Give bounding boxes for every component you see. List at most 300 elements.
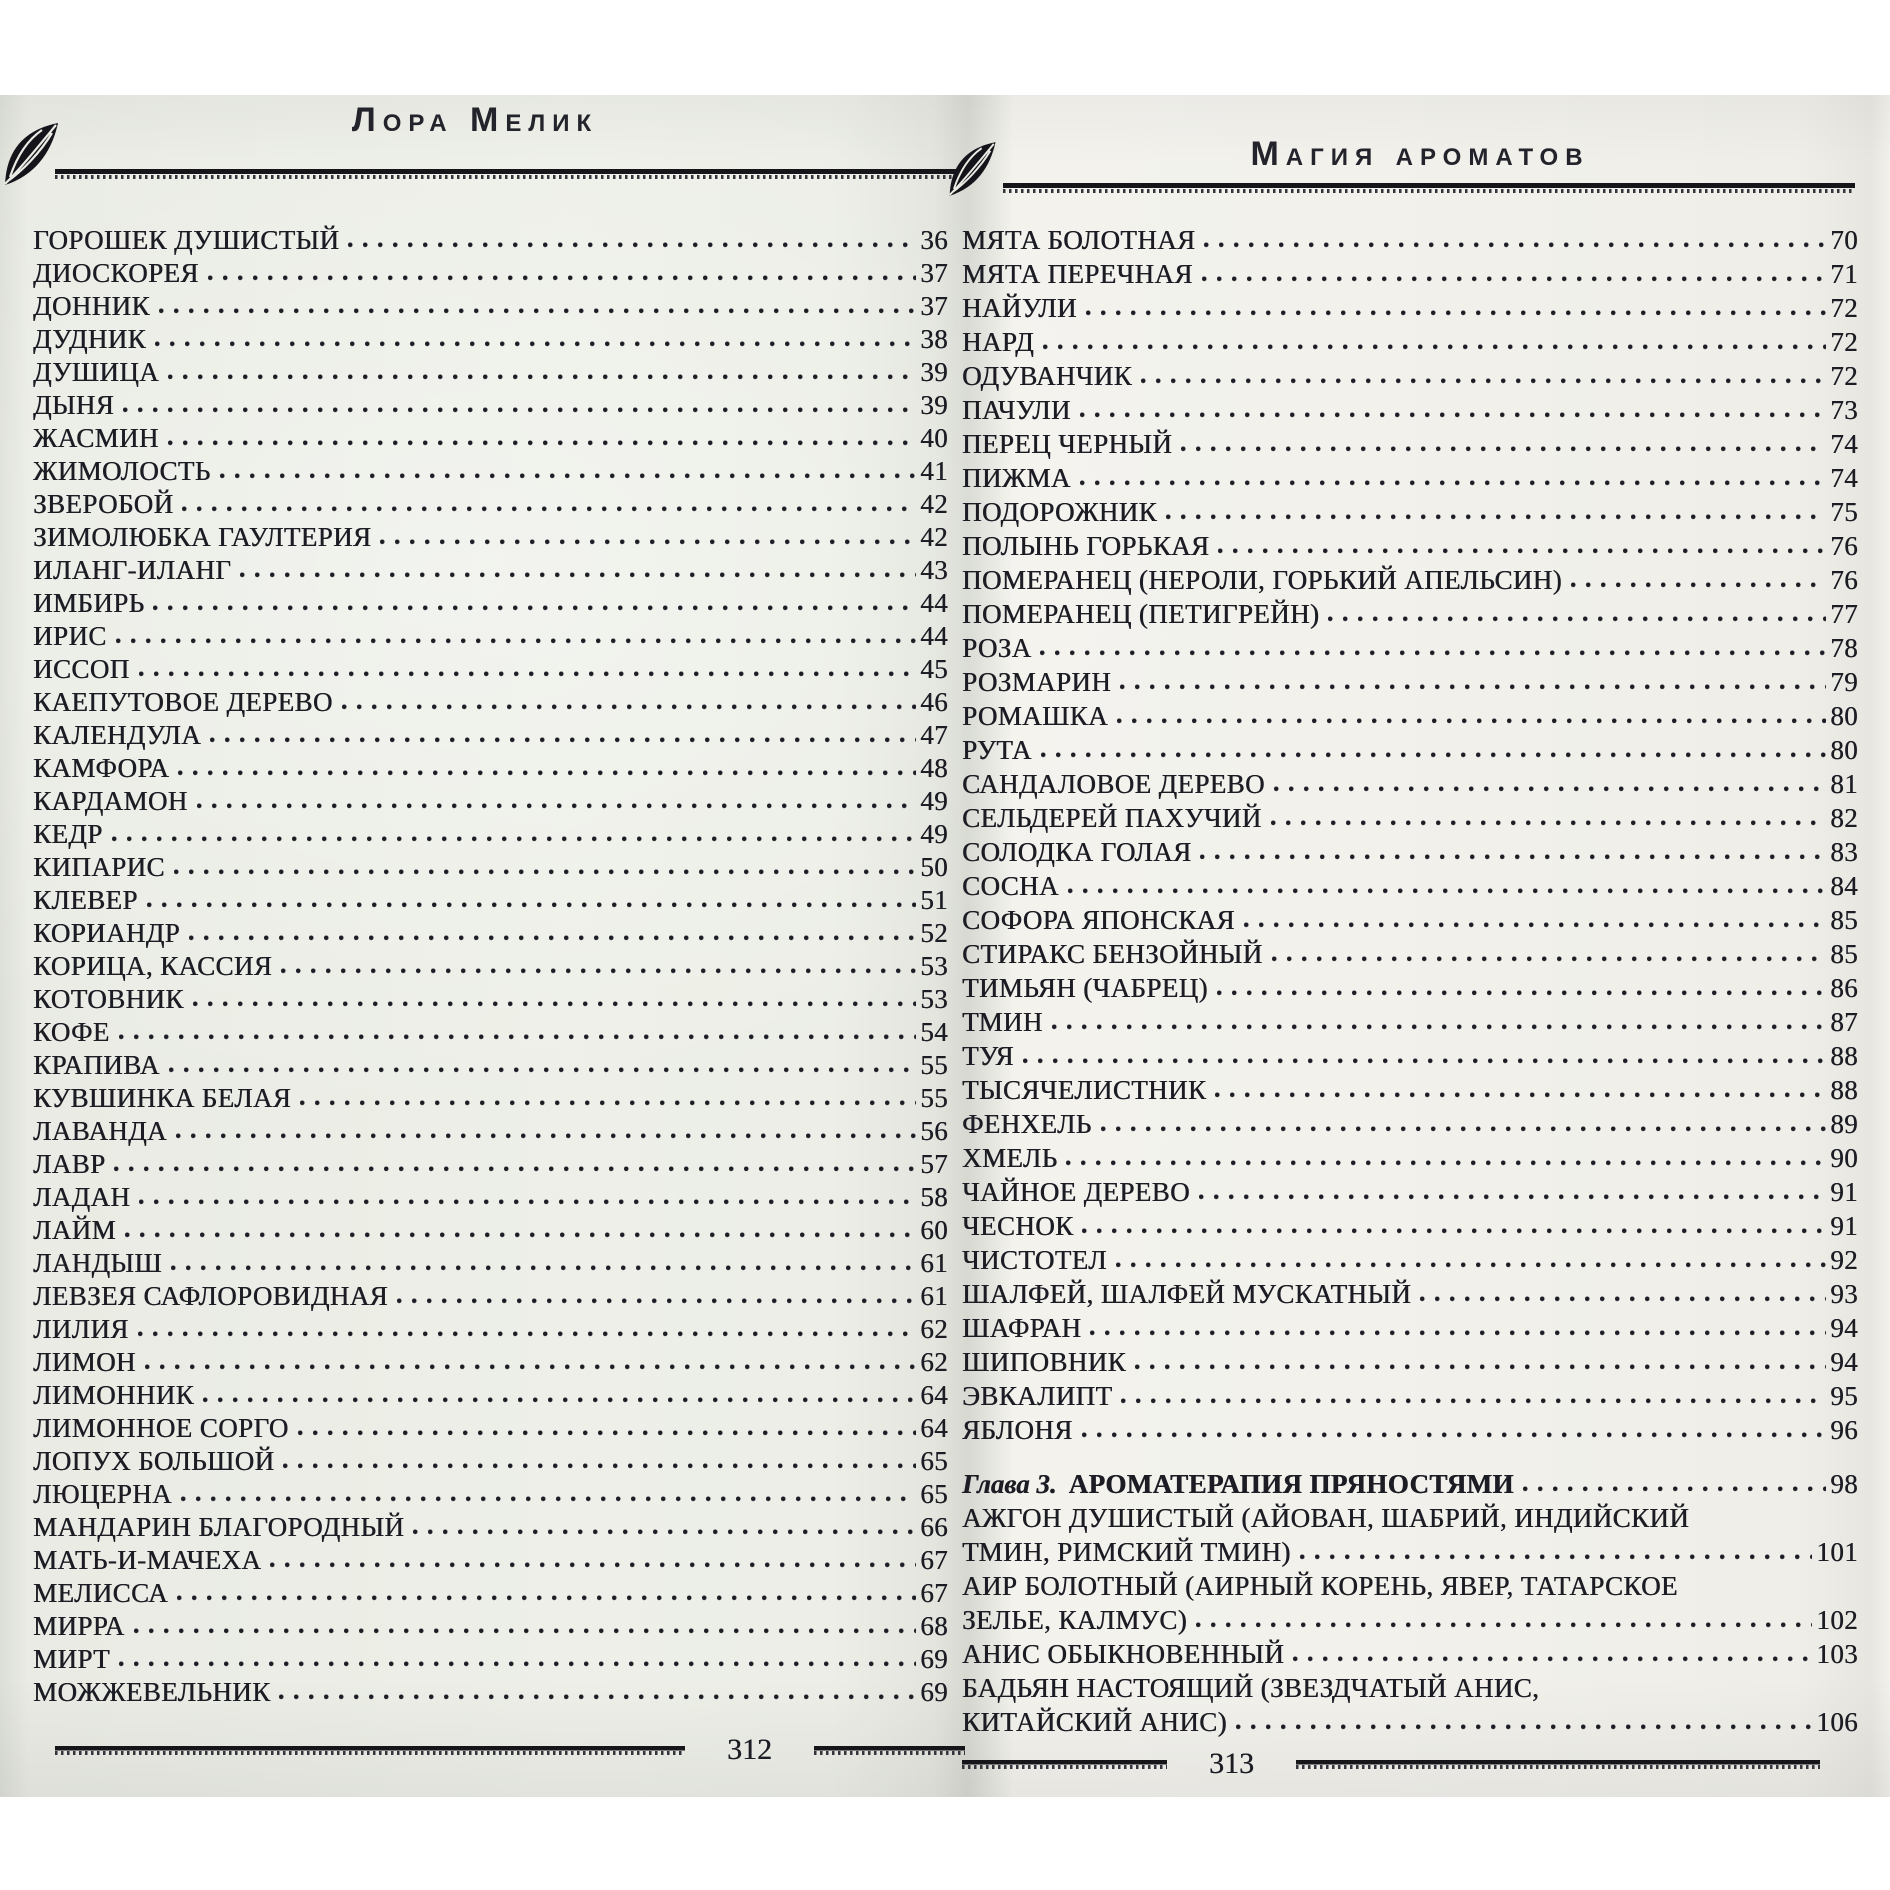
- toc-page-number: 91: [1830, 1177, 1858, 1207]
- toc-entry: [962, 1274, 1858, 1308]
- toc-entry: [962, 254, 1858, 288]
- dot-leader: [168, 440, 916, 446]
- footer-left: [55, 1733, 965, 1767]
- dot-leader: [1120, 684, 1826, 690]
- toc-entry-label: ЗИМОЛЮБКА ГАУЛТЕРИЯ: [33, 522, 372, 552]
- toc-entry: [962, 390, 1858, 424]
- dot-leader: [342, 704, 916, 710]
- toc-entry: [33, 1310, 948, 1343]
- toc-entry-label: КЕДР: [33, 819, 103, 849]
- toc-entry-label: НАЙУЛИ: [962, 293, 1077, 323]
- dot-leader: [153, 605, 916, 611]
- toc-page-number: 64: [920, 1380, 948, 1410]
- dot-leader: [220, 473, 917, 479]
- toc-entry: [33, 683, 948, 716]
- toc-entry: [962, 1668, 1858, 1702]
- toc-entry: [33, 881, 948, 914]
- dot-leader: [413, 1529, 916, 1535]
- toc-entry: [33, 386, 948, 419]
- toc-page-number: 96: [1830, 1415, 1858, 1445]
- toc-page-number: 80: [1830, 701, 1858, 731]
- dot-leader: [1141, 378, 1826, 384]
- dot-leader: [1272, 956, 1827, 962]
- toc-entry: [962, 288, 1858, 322]
- toc-page-number: 101: [1816, 1537, 1858, 1567]
- toc-entry-label: РОМАШКА: [962, 701, 1108, 731]
- toc-page-number: 55: [920, 1050, 948, 1080]
- toc-page-number: 38: [920, 324, 948, 354]
- toc-entry: [33, 1574, 948, 1607]
- toc-entry: [33, 320, 948, 353]
- toc-entry: [962, 730, 1858, 764]
- toc-entry-label: МОЖЖЕВЕЛЬНИК: [33, 1677, 271, 1707]
- book-spread-photo: [0, 95, 1890, 1797]
- toc-entry: [962, 458, 1858, 492]
- footer-rule: [814, 1746, 965, 1755]
- toc-entry: [33, 221, 948, 254]
- dot-leader: [1121, 1398, 1826, 1404]
- dot-leader: [210, 737, 916, 743]
- toc-page-number: 45: [920, 654, 948, 684]
- toc-entry-label: ИЛАНГ-ИЛАНГ: [33, 555, 232, 585]
- toc-page-number: 81: [1830, 769, 1858, 799]
- toc-page-number: 69: [920, 1677, 948, 1707]
- toc-entry-label: ЛАЙМ: [33, 1215, 116, 1245]
- toc-entry: [962, 832, 1858, 866]
- toc-entry-label: ЛИМОН: [33, 1347, 136, 1377]
- toc-page-number: 98: [1830, 1469, 1858, 1499]
- toc-entry: [962, 1376, 1858, 1410]
- toc-entry-label: КАРДАМОН: [33, 786, 188, 816]
- toc-page-number: 49: [920, 819, 948, 849]
- dot-leader: [139, 671, 917, 677]
- toc-entry-label: ПОЛЫНЬ ГОРЬКАЯ: [962, 531, 1210, 561]
- toc-entry: [33, 1673, 948, 1706]
- dot-leader: [119, 1661, 916, 1667]
- toc-entry-label: КАЛЕНДУЛА: [33, 720, 202, 750]
- toc-entry-label: ЛЕВЗЕЯ САФЛОРОВИДНАЯ: [33, 1281, 388, 1311]
- toc-entry-label: МАТЬ-И-МАЧЕХА: [33, 1545, 262, 1575]
- toc-entry-label: ЛАНДЫШ: [33, 1248, 162, 1278]
- dot-leader: [270, 1562, 916, 1568]
- header-rule-left: [55, 169, 965, 179]
- dot-leader: [1236, 1724, 1812, 1730]
- dot-leader: [1571, 582, 1826, 588]
- toc-page-number: 74: [1830, 463, 1858, 493]
- footer-rule: [962, 1760, 1167, 1769]
- toc-page-number: 52: [920, 918, 948, 948]
- dot-leader: [203, 1397, 916, 1403]
- toc-page-number: 89: [1830, 1109, 1858, 1139]
- toc-entry-label: ТМИН, РИМСКИЙ ТМИН): [962, 1537, 1291, 1567]
- footer-rule: [55, 1746, 685, 1755]
- toc-entry-label: ЛАВР: [33, 1149, 106, 1179]
- toc-entry-label: СЕЛЬДЕРЕЙ ПАХУЧИЙ: [962, 803, 1262, 833]
- toc-page-number: 78: [1830, 633, 1858, 663]
- toc-entry: [33, 254, 948, 287]
- toc-entry: [33, 551, 948, 584]
- toc-page-number: 102: [1816, 1605, 1858, 1635]
- toc-page-number: 67: [920, 1578, 948, 1608]
- toc-entry: [33, 1508, 948, 1541]
- toc-entry: [962, 1634, 1858, 1668]
- toc-entry: [962, 1410, 1858, 1444]
- toc-entry: [33, 848, 948, 881]
- toc-entry-label: ЛАВАНДА: [33, 1116, 167, 1146]
- toc-entry-label: РОЗМАРИН: [962, 667, 1112, 697]
- dot-leader: [283, 1463, 916, 1469]
- dot-leader: [1200, 854, 1826, 860]
- toc-entry-label: ПОДОРОЖНИК: [962, 497, 1157, 527]
- toc-entry-label: ЗЕЛЬЕ, КАЛМУС): [962, 1605, 1188, 1635]
- dot-leader: [1080, 412, 1826, 418]
- dot-leader: [182, 506, 916, 512]
- toc-entry-label: ДУШИЦА: [33, 357, 159, 387]
- toc-entry-label: ПОМЕРАНЕЦ (НЕРОЛИ, ГОРЬКИЙ АПЕЛЬСИН): [962, 565, 1562, 595]
- folio-number: 313: [1209, 1747, 1254, 1780]
- leaf-ornament-icon: [947, 139, 999, 199]
- toc-entry: [962, 526, 1858, 560]
- toc-page-number: 53: [920, 951, 948, 981]
- toc-entry-label: ШИПОВНИК: [962, 1347, 1126, 1377]
- dot-leader: [114, 1166, 916, 1172]
- toc-entry: [962, 1240, 1858, 1274]
- toc-entry-label: ХМЕЛЬ: [962, 1143, 1058, 1173]
- toc-entry-label: ФЕНХЕЛЬ: [962, 1109, 1092, 1139]
- toc-entry: [962, 560, 1858, 594]
- toc-page-number: 40: [920, 423, 948, 453]
- toc-page-number: 95: [1830, 1381, 1858, 1411]
- toc-page-number: 94: [1830, 1313, 1858, 1343]
- toc-page-number: 62: [920, 1347, 948, 1377]
- toc-entry: [33, 782, 948, 815]
- dot-leader: [281, 968, 916, 974]
- toc-page-number: 80: [1830, 735, 1858, 765]
- toc-entry: [33, 1607, 948, 1640]
- toc-entry: [33, 353, 948, 386]
- toc-page-number: 39: [920, 357, 948, 387]
- toc-entry-label: БАДЬЯН НАСТОЯЩИЙ (ЗВЕЗДЧАТЫЙ АНИС,: [962, 1673, 1540, 1703]
- toc-page-number: 44: [920, 621, 948, 651]
- dot-leader: [1202, 276, 1827, 282]
- dot-leader: [1066, 1160, 1826, 1166]
- dot-leader: [1101, 1126, 1827, 1132]
- dot-leader: [168, 374, 916, 380]
- toc-entry-label: ЯБЛОНЯ: [962, 1415, 1073, 1445]
- toc-page-number: 54: [920, 1017, 948, 1047]
- toc-page-number: 75: [1830, 497, 1858, 527]
- toc-entry: [33, 1541, 948, 1574]
- dot-leader: [145, 1364, 916, 1370]
- toc-page-number: 71: [1830, 259, 1858, 289]
- toc-entry-label: МИРРА: [33, 1611, 125, 1641]
- toc-entry: [962, 1498, 1858, 1532]
- dot-leader: [240, 572, 916, 578]
- toc-page-number: 68: [920, 1611, 948, 1641]
- toc-entry-label: ЛИМОННИК: [33, 1380, 195, 1410]
- toc-entry-label: ЛОПУХ БОЛЬШОЙ: [33, 1446, 275, 1476]
- dot-leader: [119, 1034, 917, 1040]
- toc-entry-label: ГОРОШЕК ДУШИСТЫЙ: [33, 225, 340, 255]
- dot-leader: [1086, 310, 1826, 316]
- toc-entry: [962, 1138, 1858, 1172]
- dot-leader: [1271, 820, 1827, 826]
- toc-entry-label: МИРТ: [33, 1644, 110, 1674]
- toc-entry: [33, 287, 948, 320]
- toc-entry: [33, 485, 948, 518]
- toc-entry-label: КЛЕВЕР: [33, 885, 138, 915]
- dot-leader: [193, 1001, 917, 1007]
- dot-leader: [159, 308, 916, 314]
- dot-leader: [181, 1496, 916, 1502]
- toc-entry: [962, 696, 1858, 730]
- toc-page-number: 39: [920, 390, 948, 420]
- toc-entry: [33, 1277, 948, 1310]
- dot-leader: [298, 1430, 917, 1436]
- dot-leader: [116, 638, 917, 644]
- folio-number: 312: [727, 1733, 772, 1766]
- toc-entry: [962, 1104, 1858, 1138]
- toc-entry-label: КРАПИВА: [33, 1050, 160, 1080]
- toc-entry-label: ИРИС: [33, 621, 107, 651]
- dot-leader: [208, 275, 916, 281]
- footer-rule: [1296, 1760, 1820, 1769]
- toc-entry-label: ТУЯ: [962, 1041, 1014, 1071]
- dot-leader: [1293, 1656, 1812, 1662]
- toc-entry: [33, 650, 948, 683]
- toc-page-number: 44: [920, 588, 948, 618]
- running-head-left: Лора Мелик: [351, 101, 599, 139]
- toc-page-number: 37: [920, 291, 948, 321]
- toc-entry: [962, 764, 1858, 798]
- toc-entry-label: НАРД: [962, 327, 1035, 357]
- toc-entry: [33, 452, 948, 485]
- toc-entry-label: МАНДАРИН БЛАГОРОДНЫЙ: [33, 1512, 405, 1542]
- toc-page-number: 36: [920, 225, 948, 255]
- toc-entry: [962, 424, 1858, 458]
- toc-entry-label: ИМБИРЬ: [33, 588, 145, 618]
- dot-leader: [125, 1232, 916, 1238]
- toc-entry: [962, 1532, 1858, 1566]
- toc-entry: [33, 584, 948, 617]
- dot-leader: [112, 836, 917, 842]
- toc-entry-label: РОЗА: [962, 633, 1032, 663]
- toc-entry: [33, 716, 948, 749]
- dot-leader: [138, 1331, 917, 1337]
- dot-leader: [1117, 718, 1826, 724]
- toc-entry-label: ТИМЬЯН (ЧАБРЕЦ): [962, 973, 1208, 1003]
- toc-entry-label: ЛАДАН: [33, 1182, 131, 1212]
- toc-page-number: 58: [920, 1182, 948, 1212]
- dot-leader: [139, 1199, 916, 1205]
- toc-list-right: [962, 220, 1858, 1736]
- dot-leader: [176, 1133, 916, 1139]
- toc-entry-label: КИПАРИС: [33, 852, 165, 882]
- toc-page-number: 74: [1830, 429, 1858, 459]
- toc-entry-label: ТМИН: [962, 1007, 1043, 1037]
- toc-entry: [962, 1342, 1858, 1376]
- toc-entry-label: АЖГОН ДУШИСТЫЙ (АЙОВАН, ШАБРИЙ, ИНДИЙСКИЙ: [962, 1503, 1690, 1533]
- dot-leader: [1080, 480, 1826, 486]
- toc-entry-label: ЧАЙНОЕ ДЕРЕВО: [962, 1177, 1190, 1207]
- dot-leader: [1523, 1486, 1826, 1492]
- toc-entry: [962, 1308, 1858, 1342]
- toc-entry: [962, 1070, 1858, 1104]
- footer-right: [962, 1747, 1855, 1781]
- toc-entry-label: ДУДНИК: [33, 324, 146, 354]
- toc-entry-label: ПАЧУЛИ: [962, 395, 1071, 425]
- toc-entry-label: ПИЖМА: [962, 463, 1071, 493]
- toc-list-left: [33, 221, 948, 1706]
- toc-entry-label: ЗВЕРОБОЙ: [33, 489, 174, 519]
- toc-entry: [33, 914, 948, 947]
- toc-entry-label: МЕЛИССА: [33, 1578, 168, 1608]
- chapter-prefix-label: Глава 3.: [962, 1469, 1057, 1499]
- dot-leader: [1082, 1432, 1827, 1438]
- toc-entry: [962, 322, 1858, 356]
- toc-page-number: 77: [1830, 599, 1858, 629]
- toc-entry-label: ЛИЛИЯ: [33, 1314, 129, 1344]
- toc-entry: [962, 1702, 1858, 1736]
- dot-leader: [197, 803, 917, 809]
- toc-page-number: 56: [920, 1116, 948, 1146]
- dot-leader: [1181, 446, 1826, 452]
- toc-entry-label: ДИОСКОРЕЯ: [33, 258, 199, 288]
- toc-entry: [962, 968, 1858, 1002]
- toc-page-number: 48: [920, 753, 948, 783]
- toc-page-number: 83: [1830, 837, 1858, 867]
- page-right: [962, 95, 1890, 1797]
- toc-entry-label: ЖИМОЛОСТЬ: [33, 456, 211, 486]
- toc-page-number: 55: [920, 1083, 948, 1113]
- toc-page-number: 76: [1830, 565, 1858, 595]
- toc-entry-label: ДОННИК: [33, 291, 150, 321]
- toc-entry-label: ЛЮЦЕРНА: [33, 1479, 172, 1509]
- toc-entry: [33, 617, 948, 650]
- toc-entry-label: ДЫНЯ: [33, 390, 115, 420]
- toc-page-number: 42: [920, 522, 948, 552]
- dot-leader: [155, 341, 916, 347]
- toc-page-number: 65: [920, 1446, 948, 1476]
- toc-entry: [33, 1640, 948, 1673]
- toc-page-number: 87: [1830, 1007, 1858, 1037]
- toc-page-number: 69: [920, 1644, 948, 1674]
- dot-leader: [279, 1694, 916, 1700]
- toc-page-number: 65: [920, 1479, 948, 1509]
- dot-leader: [178, 770, 916, 776]
- dot-leader: [1244, 922, 1826, 928]
- toc-page-number: 85: [1830, 905, 1858, 935]
- toc-entry: [33, 1178, 948, 1211]
- toc-entry-label: САНДАЛОВОЕ ДЕРЕВО: [962, 769, 1265, 799]
- toc-entry: [962, 1172, 1858, 1206]
- dot-leader: [1196, 1622, 1812, 1628]
- toc-page-number: 61: [920, 1248, 948, 1278]
- toc-entry-label: ЛИМОННОЕ СОРГО: [33, 1413, 289, 1443]
- dot-leader: [1068, 888, 1826, 894]
- toc-entry-label: ТЫСЯЧЕЛИСТНИК: [962, 1075, 1207, 1105]
- dot-leader: [1040, 650, 1826, 656]
- dot-leader: [174, 869, 916, 875]
- toc-entry: [962, 662, 1858, 696]
- toc-entry: [33, 947, 948, 980]
- toc-page-number: 60: [920, 1215, 948, 1245]
- toc-page-number: 41: [920, 456, 948, 486]
- toc-page-number: 72: [1830, 293, 1858, 323]
- toc-entry: [962, 1600, 1858, 1634]
- toc-page-number: 92: [1830, 1245, 1858, 1275]
- dot-leader: [1215, 1092, 1826, 1098]
- toc-entry: [962, 628, 1858, 662]
- toc-entry-label: КИТАЙСКИЙ АНИС): [962, 1707, 1227, 1737]
- toc-entry-label: КОТОВНИК: [33, 984, 184, 1014]
- dot-leader: [169, 1067, 917, 1073]
- toc-page-number: 46: [920, 687, 948, 717]
- toc-entry: [962, 1464, 1858, 1498]
- toc-entry-label: АИР БОЛОТНЫЙ (АИРНЫЙ КОРЕНЬ, ЯВЕР, ТАТАРСКОЕ: [962, 1571, 1678, 1601]
- toc-entry: [962, 866, 1858, 900]
- toc-page-number: 76: [1830, 531, 1858, 561]
- toc-page-number: 61: [920, 1281, 948, 1311]
- toc-entry-label: АРОМАТЕРАПИЯ ПРЯНОСТЯМИ: [1068, 1469, 1514, 1499]
- toc-entry: [962, 1036, 1858, 1070]
- toc-page-number: 106: [1816, 1707, 1858, 1737]
- toc-entry-label: ЭВКАЛИПТ: [962, 1381, 1113, 1411]
- toc-page-number: 47: [920, 720, 948, 750]
- toc-entry-label: ИССОП: [33, 654, 130, 684]
- toc-entry-label: СОСНА: [962, 871, 1059, 901]
- dot-leader: [1204, 242, 1826, 248]
- toc-entry-label: ОДУВАНЧИК: [962, 361, 1132, 391]
- dot-leader: [1041, 752, 1826, 758]
- toc-entry: [33, 1211, 948, 1244]
- toc-entry-label: ЧЕСНОК: [962, 1211, 1074, 1241]
- toc-page-number: 91: [1830, 1211, 1858, 1241]
- dot-leader: [380, 539, 916, 545]
- toc-page-number: 82: [1830, 803, 1858, 833]
- toc-entry-label: ЖАСМИН: [33, 423, 159, 453]
- toc-page-number: 88: [1830, 1041, 1858, 1071]
- toc-page-number: 72: [1830, 327, 1858, 357]
- toc-page-number: 67: [920, 1545, 948, 1575]
- toc-entry-label: КАЕПУТОВОЕ ДЕРЕВО: [33, 687, 333, 717]
- toc-entry: [962, 220, 1858, 254]
- toc-entry-label: КАМФОРА: [33, 753, 170, 783]
- toc-entry-label: КОФЕ: [33, 1017, 110, 1047]
- dot-leader: [123, 407, 916, 413]
- dot-leader: [1023, 1058, 1826, 1064]
- header-rule-right: [1003, 183, 1855, 193]
- dot-leader: [1052, 1024, 1826, 1030]
- toc-entry: [962, 1206, 1858, 1240]
- dot-leader: [171, 1265, 916, 1271]
- toc-page-number: 42: [920, 489, 948, 519]
- toc-entry-label: МЯТА ПЕРЕЧНАЯ: [962, 259, 1193, 289]
- toc-entry: [33, 1046, 948, 1079]
- toc-entry: [33, 1409, 948, 1442]
- toc-page-number: 86: [1830, 973, 1858, 1003]
- toc-page-number: 51: [920, 885, 948, 915]
- dot-leader: [1328, 616, 1826, 622]
- toc-page-number: 72: [1830, 361, 1858, 391]
- dot-leader: [1166, 514, 1826, 520]
- toc-entry: [962, 900, 1858, 934]
- toc-entry: [33, 980, 948, 1013]
- toc-page-number: 66: [920, 1512, 948, 1542]
- toc-entry: [33, 419, 948, 452]
- page-left: [0, 95, 965, 1797]
- toc-entry: [33, 1013, 948, 1046]
